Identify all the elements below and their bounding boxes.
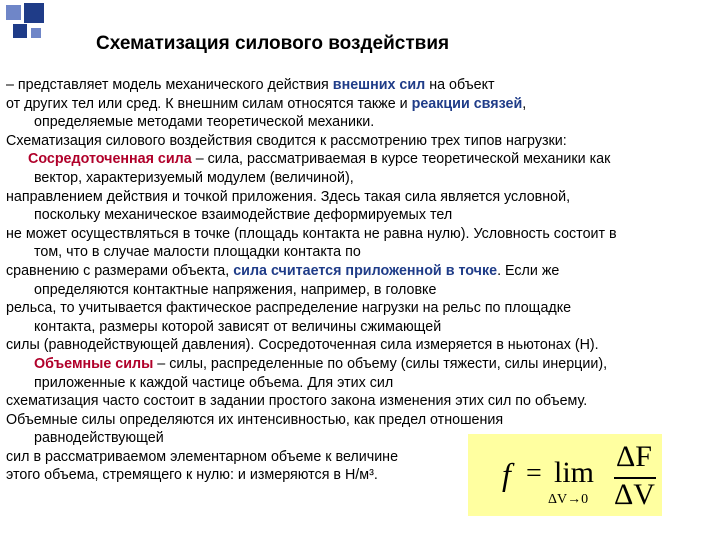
corner-square — [13, 24, 27, 38]
text-line — [6, 318, 708, 337]
text-line — [6, 188, 708, 207]
corner-square — [24, 3, 44, 23]
text-line — [6, 76, 708, 95]
formula-limit-subscript: ΔV→0 — [548, 492, 589, 507]
formula-denominator: ΔV — [614, 478, 655, 511]
text-line — [6, 132, 708, 151]
text-segment: том, что в случае малости площадки контакта по — [34, 244, 361, 261]
highlighted-term: Объемные силы — [34, 355, 154, 372]
text-line — [6, 299, 708, 318]
formula-equals: = — [526, 458, 542, 489]
text-segment: поскольку механическое взаимодействие деформируемых тел — [34, 207, 453, 224]
text-line — [6, 262, 708, 281]
limit-formula — [468, 434, 662, 516]
text-line — [6, 374, 708, 393]
body-text — [6, 76, 708, 485]
highlighted-term: Сосредоточенная сила — [28, 151, 192, 168]
text-line — [6, 281, 708, 300]
text-line — [6, 243, 708, 262]
text-line — [6, 411, 708, 430]
text-segment: приложенные к каждой частице объема. Для этих сил — [34, 374, 394, 391]
corner-square — [31, 28, 41, 38]
text-segment: определяются контактные напряжения, например, в головке — [34, 281, 437, 298]
text-segment: сравнению с размерами объекта, — [6, 262, 234, 279]
text-segment: определяемые методами теоретической механики. — [34, 114, 375, 131]
text-line — [6, 225, 708, 244]
slide-title: Схематизация силового воздействия — [96, 33, 450, 54]
text-segment: направлением действия и точкой приложения. Здесь такая сила является условной, — [6, 188, 571, 205]
text-segment: силы (равнодействующей давления). Сосредоточенная сила измеряется в ньютонах (Н). — [6, 337, 599, 354]
highlighted-term: реакции связей — [411, 95, 523, 112]
highlighted-term: внешних сил — [332, 77, 426, 93]
text-segment: Схематизация силового воздействия сводится к рассмотрению трех типов нагрузки: — [6, 132, 567, 149]
text-segment: рельса, то учитывается фактическое распределение нагрузки на рельс по площадке — [6, 300, 572, 317]
text-segment: Объемные силы определяются их интенсивностью, как предел отношения — [6, 411, 504, 428]
text-segment: на объект — [425, 77, 495, 93]
text-segment: , — [522, 95, 527, 112]
text-line — [6, 113, 708, 132]
text-segment: – сила, рассматриваемая в курсе теоретической механики как — [191, 151, 611, 168]
text-line — [6, 206, 708, 225]
text-segment: сил в рассматриваемом элементарном объеме к величине — [6, 448, 399, 465]
text-segment: этого объема, стремящего к нулю: и измеряются в Н/м³. — [6, 467, 378, 484]
text-segment: вектор, характеризуемый модулем (величиной), — [34, 169, 354, 186]
corner-square — [6, 5, 21, 20]
text-segment: равнодействующей — [34, 430, 164, 447]
text-segment: – представляет модель механического действия — [6, 77, 333, 93]
formula-numerator: ΔF — [616, 440, 652, 473]
text-segment: не может осуществляться в точке (площадь контакта не равна нулю). Условность состоит в — [6, 225, 617, 242]
text-line — [6, 392, 708, 411]
text-line — [6, 336, 708, 355]
formula-f: f — [502, 456, 511, 492]
text-segment: схематизация часто состоит в задании простого закона изменения этих сил по объему. — [6, 393, 588, 410]
text-line — [6, 355, 708, 374]
decorative-squares — [0, 0, 60, 50]
text-segment: . Если же — [497, 262, 560, 279]
text-segment: от других тел или сред. К внешним силам относятся также и — [6, 95, 412, 112]
text-segment: – силы, распределенные по объему (силы тяжести, силы инерции), — [153, 355, 608, 372]
text-line — [6, 150, 708, 169]
text-line — [6, 95, 708, 114]
highlighted-term: сила считается приложенной в точке — [233, 262, 498, 279]
text-line — [6, 169, 708, 188]
formula-lim: lim — [554, 456, 595, 489]
text-segment: контакта, размеры которой зависят от величины сжимающей — [34, 318, 442, 335]
